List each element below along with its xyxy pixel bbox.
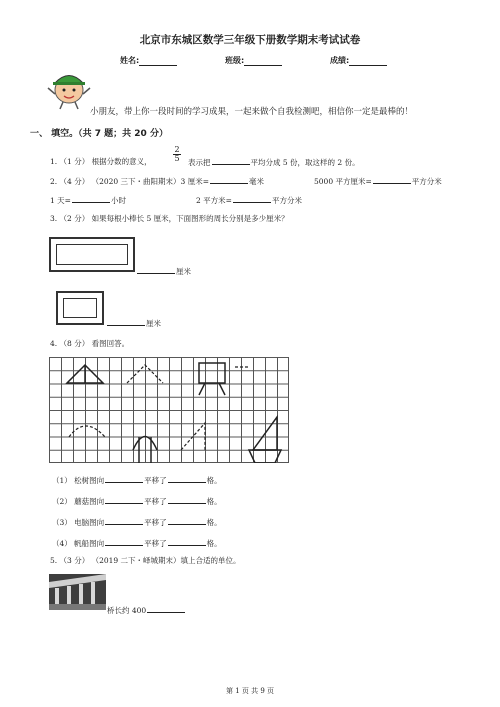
score-label: 成绩:: [330, 56, 350, 65]
q4-item-a: 电脑图向: [74, 518, 105, 527]
q1-suffix: 平均分成 5 份，取这样的 2 份。: [250, 158, 360, 167]
name-blank: [139, 56, 177, 66]
class-blank: [244, 56, 282, 66]
bridge-photo: [49, 574, 106, 610]
q3-unit-1: 厘米: [176, 267, 191, 276]
q2-blank-3[interactable]: [72, 194, 110, 203]
q4-blank-direction[interactable]: [105, 516, 143, 525]
section-heading: 一、 填空。（共 7 题；共 20 分）: [30, 129, 168, 139]
q4-item-a: 松树图向: [74, 476, 105, 485]
q4-item-c: 格。: [206, 539, 222, 548]
class-label: 班级:: [225, 56, 245, 65]
q4-item-2: [52, 495, 222, 507]
q1-prefix: 1. （1 分） 根据分数的意义，: [50, 157, 152, 166]
sailboat-figure: [249, 417, 281, 463]
stick-rectangle-small: [56, 291, 104, 325]
fraction-2-5: [172, 146, 182, 163]
q4-blank-direction[interactable]: [105, 537, 143, 546]
question-3: 3. （2 分） 如果每根小棒长 5 厘米，下面图形的周长分别是多少厘米？: [50, 214, 289, 223]
q4-blank-direction[interactable]: [105, 474, 143, 483]
q2-blank-4[interactable]: [233, 194, 271, 203]
score-field: [330, 55, 387, 66]
question-2-part-3: [50, 194, 126, 206]
q4-blank-count[interactable]: [168, 537, 206, 546]
q4-item-c: 格。: [206, 497, 222, 506]
name-label: 姓名:: [120, 56, 140, 65]
q2-blank-1[interactable]: [210, 175, 248, 184]
q4-item-b: 平移了: [144, 518, 167, 527]
pine-tree-figure: [67, 365, 103, 383]
q4-blank-count[interactable]: [168, 516, 206, 525]
q3-blank-1[interactable]: [137, 265, 175, 274]
q4-blank-count[interactable]: [168, 495, 206, 504]
fraction-numerator: 2: [174, 145, 180, 154]
q2-unit-3: 小时: [110, 196, 126, 205]
q2-p4-prefix: 2 平方米=: [196, 196, 232, 205]
q4-item-c: 格。: [206, 476, 222, 485]
q2-unit-4: 平方分米: [271, 196, 302, 205]
q4-item-1: [52, 474, 222, 486]
q2-unit-2: 平方分米: [411, 177, 442, 186]
computer-figure: [199, 363, 225, 395]
stick-rectangle-large: [49, 237, 135, 272]
q3-answer-1: [136, 265, 191, 277]
q2-prefix: 2. （4 分） （2020 三下・曲阳期末）3 厘米=: [50, 177, 209, 186]
question-2-part-2: [314, 175, 442, 187]
q4-item-a: 帆船图向: [74, 539, 105, 548]
question-2: [50, 175, 264, 187]
question-2-part-4: [196, 194, 302, 206]
name-field: [120, 55, 177, 66]
q4-item-num: （2）: [52, 497, 72, 506]
q5-caption: 桥长约 400: [107, 606, 147, 615]
bridge-photo-graphic: [49, 574, 106, 610]
grid-figures: [49, 357, 289, 463]
q4-blank-direction[interactable]: [105, 495, 143, 504]
question-5: 5. （3 分） （2019 二下・峄城期末）填上合适的单位。: [50, 556, 241, 565]
q3-answer-2: [106, 317, 161, 329]
q5-blank[interactable]: [147, 604, 185, 613]
q2-p2-prefix: 5000 平方厘米=: [314, 177, 372, 186]
q1-blank[interactable]: [212, 156, 250, 165]
q2-unit-1: 毫米: [249, 177, 264, 186]
page-footer: 第 1 页 共 9 页: [225, 687, 275, 695]
q4-item-b: 平移了: [144, 476, 167, 485]
encouragement-text: 小朋友，带上你一段时间的学习成果，一起来做个自我检测吧，相信你一定是最棒的！: [90, 107, 414, 117]
score-blank: [349, 56, 387, 66]
question-4: 4. （8 分） 看图回答。: [50, 339, 130, 348]
question-1-rest: [188, 156, 360, 168]
q1-middle: 表示把: [188, 158, 211, 167]
sailboat-dashed-figure: [181, 423, 205, 450]
q4-item-num: （1）: [52, 476, 72, 485]
stick-rectangle-small-inner: [63, 298, 97, 318]
mushroom-figure: [133, 437, 157, 464]
question-1: [50, 156, 152, 167]
mushroom-dashed-figure: [69, 426, 105, 437]
pine-tree-dashed-figure: [127, 365, 163, 383]
q4-item-4: [52, 537, 222, 549]
fraction-denominator: 5: [174, 154, 180, 163]
class-field: [225, 55, 282, 66]
q3-blank-2[interactable]: [107, 317, 145, 326]
q2-p3-prefix: 1 天=: [50, 196, 71, 205]
q4-blank-count[interactable]: [168, 474, 206, 483]
q4-item-num: （4）: [52, 539, 72, 548]
q4-item-3: [52, 516, 222, 528]
q2-blank-2[interactable]: [373, 175, 411, 184]
q5-answer: [107, 604, 186, 616]
q3-unit-2: 厘米: [146, 319, 161, 328]
mascot-illustration: [45, 70, 93, 110]
q4-item-b: 平移了: [144, 497, 167, 506]
q4-item-a: 蘑菇图向: [74, 497, 105, 506]
q4-item-c: 格。: [206, 518, 222, 527]
q4-item-b: 平移了: [144, 539, 167, 548]
q4-item-num: （3）: [52, 518, 72, 527]
page-title: 北京市东城区数学三年级下册数学期末考试试卷: [139, 34, 361, 46]
stick-rectangle-large-inner: [56, 244, 128, 265]
